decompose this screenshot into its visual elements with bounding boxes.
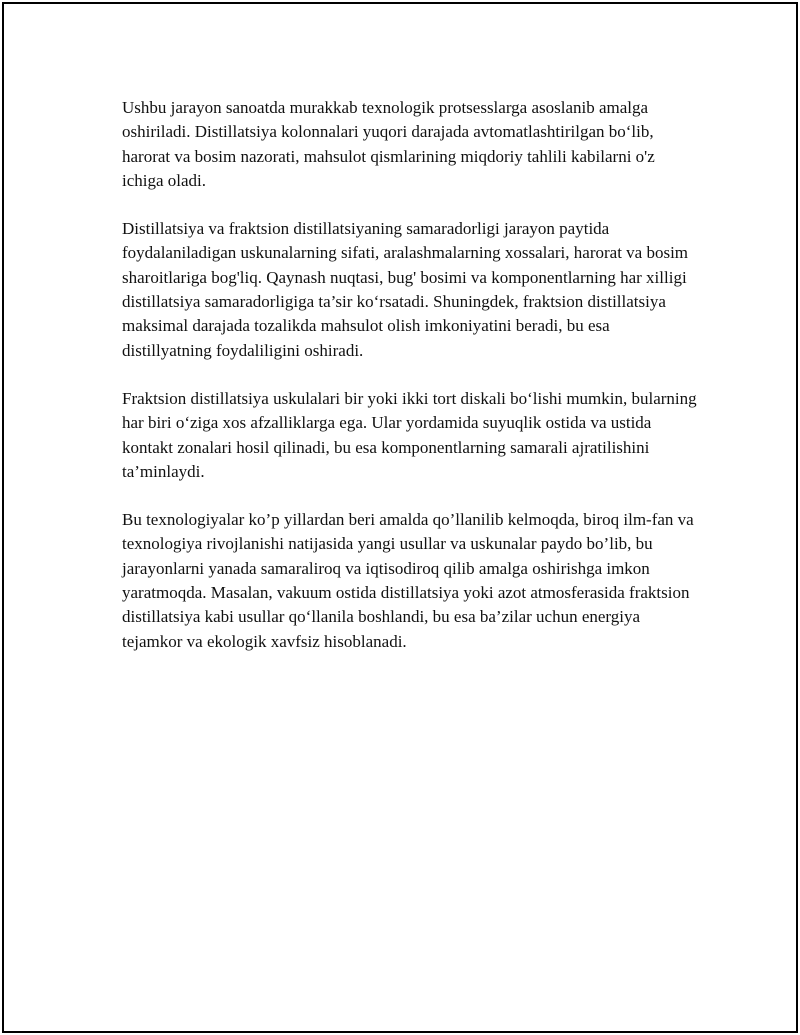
paragraph-3: Fraktsion distillatsiya uskulalari bir yoki ikki tort diskali bo‘lishi mumkin, bularning har biri o‘ziga xos afzalliklarga ega. Ular yordamida suyuqlik ostida va ustida kontakt zonalari hosil qilinadi, bu esa komponentlarning samarali ajratilishini ta’minlaydi.	[122, 388, 697, 481]
document-body	[122, 96, 698, 678]
page	[2, 2, 798, 1033]
paragraph-4: Bu texnologiyalar ko’p yillardan beri amalda qo’llanilib kelmoqda, biroq ilm-fan va texnologiya rivojlanishi natijasida yangi usullar va uskunalar paydo bo’lib, bu jarayonlarni yanada samaraliroq va iqtisodiroq qilib amalga oshirishga imkon yaratmoqda. Masalan, vakuum ostida distillatsiya yoki azot atmosferasida fraktsion distillatsiya kabi usullar qo‘llanila boshlandi, bu esa ba’zilar uchun energiya tejamkor va ekologik xavfsiz hisoblanadi.	[122, 510, 694, 651]
paragraph-2: Distillatsiya va fraktsion distillatsiyaning samaradorligi jarayon paytida foydalaniladigan uskunalarning sifati, aralashmalarning xossalari, harorat va bosim sharoitlariga bog'liq. Qaynash nuqtasi, bug' bosimi va komponentlarning har xilligi distillatsiya samaradorligiga ta’sir ko‘rsatadi. Shuningdek, fraktsion distillatsiya maksimal darajada tozalikda mahsulot olish imkoniyatini beradi, bu esa distillyatning foydaliligini oshiradi.	[122, 219, 689, 360]
paragraph-1: Ushbu jarayon sanoatda murakkab texnologik protsesslarga asoslanib amalga oshiriladi. Distillatsiya kolonnalari yuqori darajada avtomatlashtirilgan bo‘lib, harorat va bosim nazorati, mahsulot qismlarining miqdoriy tahlili kabilarni o'z ichiga oladi.	[122, 98, 655, 190]
